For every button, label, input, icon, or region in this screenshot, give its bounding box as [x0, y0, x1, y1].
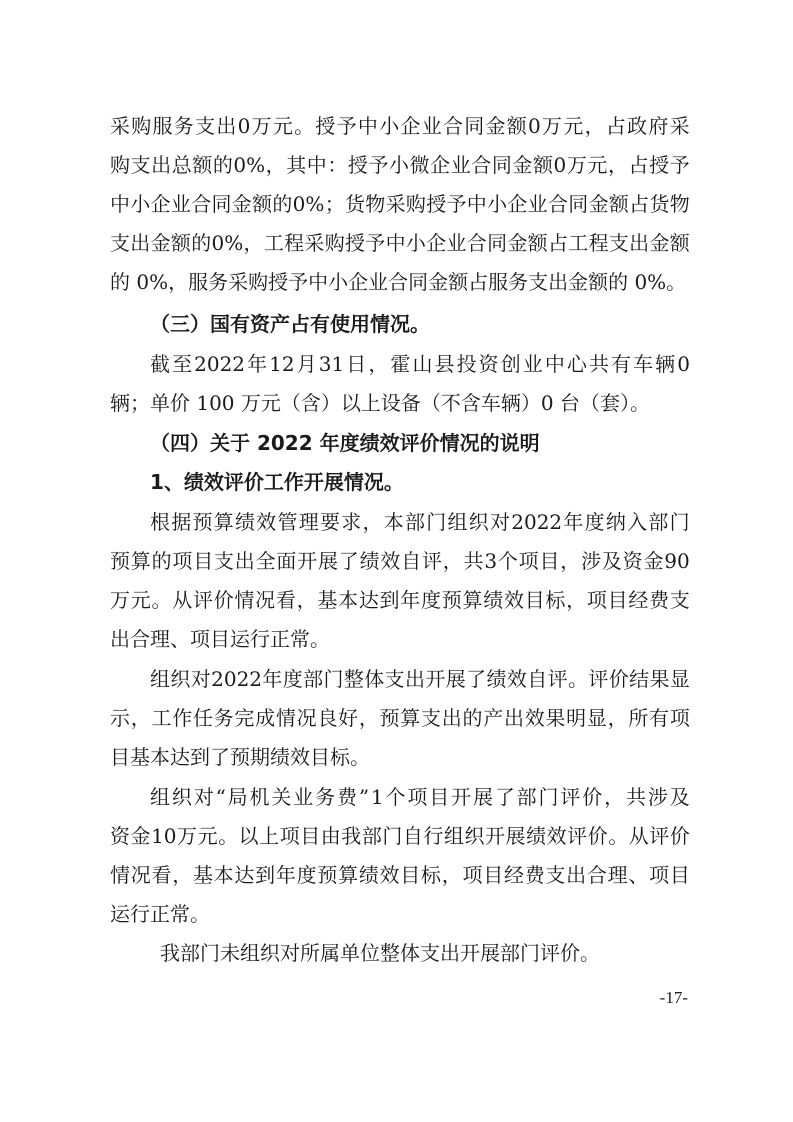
line-text: 采 购 服 务 支 出 0 万 元 。 授 予 中 小 企 业 合 同 金 额 0 万 元 ， 占 政 府 采: [110, 114, 690, 138]
text-line: [110, 383, 690, 423]
line-text: 出合理、项目运行正常。: [110, 627, 330, 651]
line-text: 根 据 预 算 绩 效 管 理 要 求 ， 本 部 门 组 织 对 2022 年 度 纳 入 部 门: [150, 510, 690, 534]
heading-text: （三）国有资产占有使用情况。: [150, 312, 430, 336]
line-text: 组 织 对 “ 局 机 关 业 务 费 ” 1 个 项 目 开 展 了 部 门 评 价 ， 共 涉 及: [150, 785, 690, 809]
section-heading: [150, 423, 690, 463]
heading-text: 1、绩效评价工作开展情况。: [150, 470, 404, 494]
text-line: [110, 698, 690, 738]
text-line: [160, 933, 690, 973]
line-text: 中 小 企 业 合 同 金 额 的 0% ； 货 物 采 购 授 予 中 小 企 业 合 同 金 额 占 货 物: [110, 192, 690, 216]
text-line: [110, 580, 690, 620]
text-line: [150, 502, 690, 542]
text-line: [110, 855, 690, 895]
page-number: -17-: [659, 988, 688, 1007]
line-text: 辆；单价 100 万元（含）以上设备（不含车辆）0 台（套）。: [110, 391, 650, 415]
subsection-heading: [150, 462, 690, 502]
text-line: [150, 344, 690, 384]
line-text: 资 金 10 万 元 。 以 上 项 目 由 我 部 门 自 行 组 织 开 展 绩 效 评 价 。 从 评 价: [110, 824, 690, 848]
line-text: 预 算 的 项 目 支 出 全 面 开 展 了 绩 效 自 评 ， 共 3 个 项 目 ， 涉 及 资 金 90: [110, 549, 690, 573]
text-line: [110, 223, 690, 263]
text-line: [110, 894, 690, 934]
text-line: [110, 541, 690, 581]
line-text: 组 织 对 2022 年 度 部 门 整 体 支 出 开 展 了 绩 效 自 评 。 评 价 结 果 显: [150, 667, 690, 691]
line-text: 我部门未组织对所属单位整体支出开展部门评价。: [160, 941, 600, 965]
text-line: [150, 777, 690, 817]
line-text: 购 支 出 总 额 的 0% ， 其 中 ： 授 予 小 微 企 业 合 同 金 额 0 万 元 ， 占 授 予: [110, 153, 690, 177]
line-text: 支 出 金 额 的 0% ， 工 程 采 购 授 予 中 小 企 业 合 同 金 额 占 工 程 支 出 金 额: [110, 231, 690, 255]
text-line: [110, 184, 690, 224]
line-text: 情 况 看 ， 基 本 达 到 年 度 预 算 绩 效 目 标 ， 项 目 经 费 支 出 合 理 、 项 目: [110, 863, 690, 887]
heading-text: （四）关于 2022 年度绩效评价情况的说明: [150, 431, 540, 455]
text-line: [110, 737, 690, 777]
text-line: [110, 262, 690, 302]
line-text: 示 ， 工 作 任 务 完 成 情 况 良 好 ， 预 算 支 出 的 产 出 效 果 明 显 ， 所 有 项: [110, 706, 690, 730]
text-line: [110, 816, 690, 856]
line-text: 万 元 。 从 评 价 情 况 看 ， 基 本 达 到 年 度 预 算 绩 效 目 标 ， 项 目 经 费 支: [110, 588, 690, 612]
section-heading: [150, 304, 690, 344]
line-text: 的 0%，服务采购授予中小企业合同金额占服务支出金额的 0%。: [110, 270, 687, 294]
line-text: 目基本达到了预期绩效目标。: [110, 745, 370, 769]
text-line: [110, 106, 690, 146]
text-line: [110, 619, 690, 659]
line-text: 运行正常。: [110, 902, 210, 926]
line-text: 截 至 2022 年 12 月 31 日 ， 霍 山 县 投 资 创 业 中 心 共 有 车 辆 0: [150, 352, 690, 376]
text-line: [110, 145, 690, 185]
text-line: [150, 659, 690, 699]
